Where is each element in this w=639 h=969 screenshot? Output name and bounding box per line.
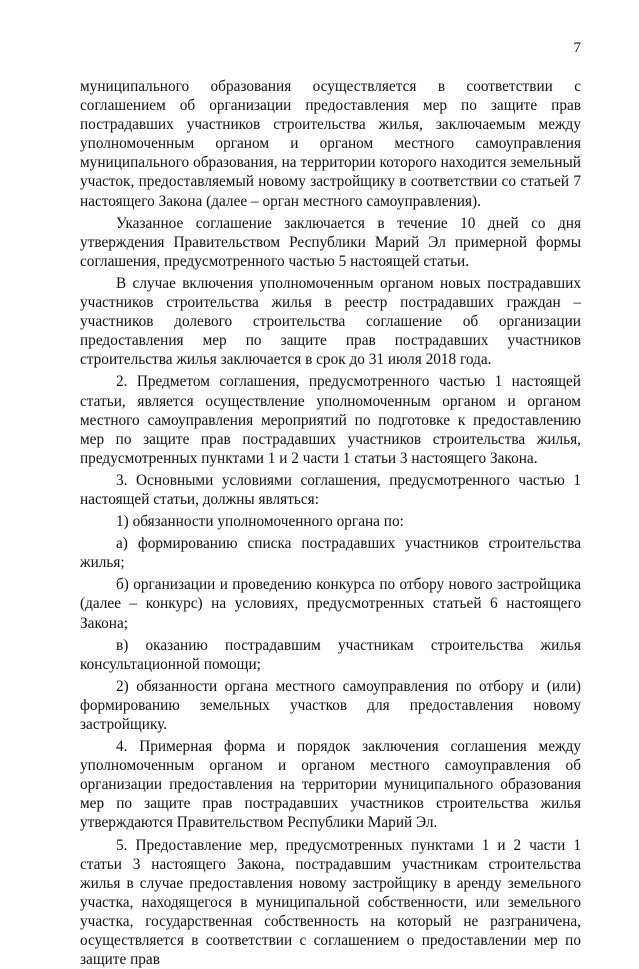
paragraph: 5. Предоставление мер, предусмотренных пунктами 1 и 2 части 1 статьи 3 настоящего Закона, пострадавшим участникам строительства жилья в случае предоставления новому застройщику в аренду земельного участка, находящегося в муниципальной собственности, или земельного участка, государственная собственность на который не разграничена, осуществляется в соответствии с соглашением о предоставлении мер по защите прав — [80, 836, 581, 969]
paragraph: 4. Примерная форма и порядок заключения соглашения между уполномоченным органом и органом местного самоуправления об организации предоставления на территории муниципального образования мер по защите прав пострадавших участников строительства жилья утверждаются Правительством Республики Марий Эл. — [80, 738, 581, 832]
paragraph: б) организации и проведению конкурса по отбору нового застройщика (далее – конкурс) на условиях, предусмотренных статьей 6 настоящего Закона; — [80, 576, 581, 632]
page-number: 7 — [573, 40, 581, 56]
paragraph: а) формированию списка пострадавших участников строительства жилья; — [80, 535, 581, 572]
document-body — [80, 77, 581, 969]
paragraph: муниципального образования осуществляется в соответствии с соглашением об организации предоставления мер по защите прав пострадавших участников строительства жилья, заключаемым между уполномоченным органом и органом местного самоуправления муниципального образования, на территории которого находится земельный участок, предоставляемый новому застройщику в соответствии со статьей 7 настоящего Закона (далее – орган местного самоуправления). — [80, 78, 581, 210]
paragraph: В случае включения уполномоченным органом новых пострадавших участников строительства жилья в реестр пострадавших граждан – участников долевого строительства соглашение об организации предоставления мер по защите прав пострадавших участников строительства жилья заключается в срок до 31 июля 2018 года. — [80, 274, 581, 369]
paragraph: в) оказанию пострадавшим участникам строительства жилья консультационной помощи; — [80, 636, 581, 673]
paragraph: Указанное соглашение заключается в течение 10 дней со дня утверждения Правительством Республики Марий Эл примерной формы соглашения, предусмотренного частью 5 настоящей статьи. — [80, 214, 581, 270]
paragraph: 1) обязанности уполномоченного органа по: — [116, 513, 404, 531]
paragraph: 3. Основными условиями соглашения, предусмотренного частью 1 настоящей статьи, должны являться: — [80, 471, 581, 508]
paragraph: 2. Предметом соглашения, предусмотренного частью 1 настоящей статьи, является осуществление уполномоченным органом и органом местного самоуправления мероприятий по подготовке к предоставлению мер по защите прав пострадавших участников строительства жилья, предусмотренных пунктами 1 и 2 части 1 статьи 3 настоящего Закона. — [80, 373, 581, 467]
paragraph: 2) обязанности органа местного самоуправления по отбору и (или) формированию земельных участков для предоставления новому застройщику. — [80, 677, 581, 733]
